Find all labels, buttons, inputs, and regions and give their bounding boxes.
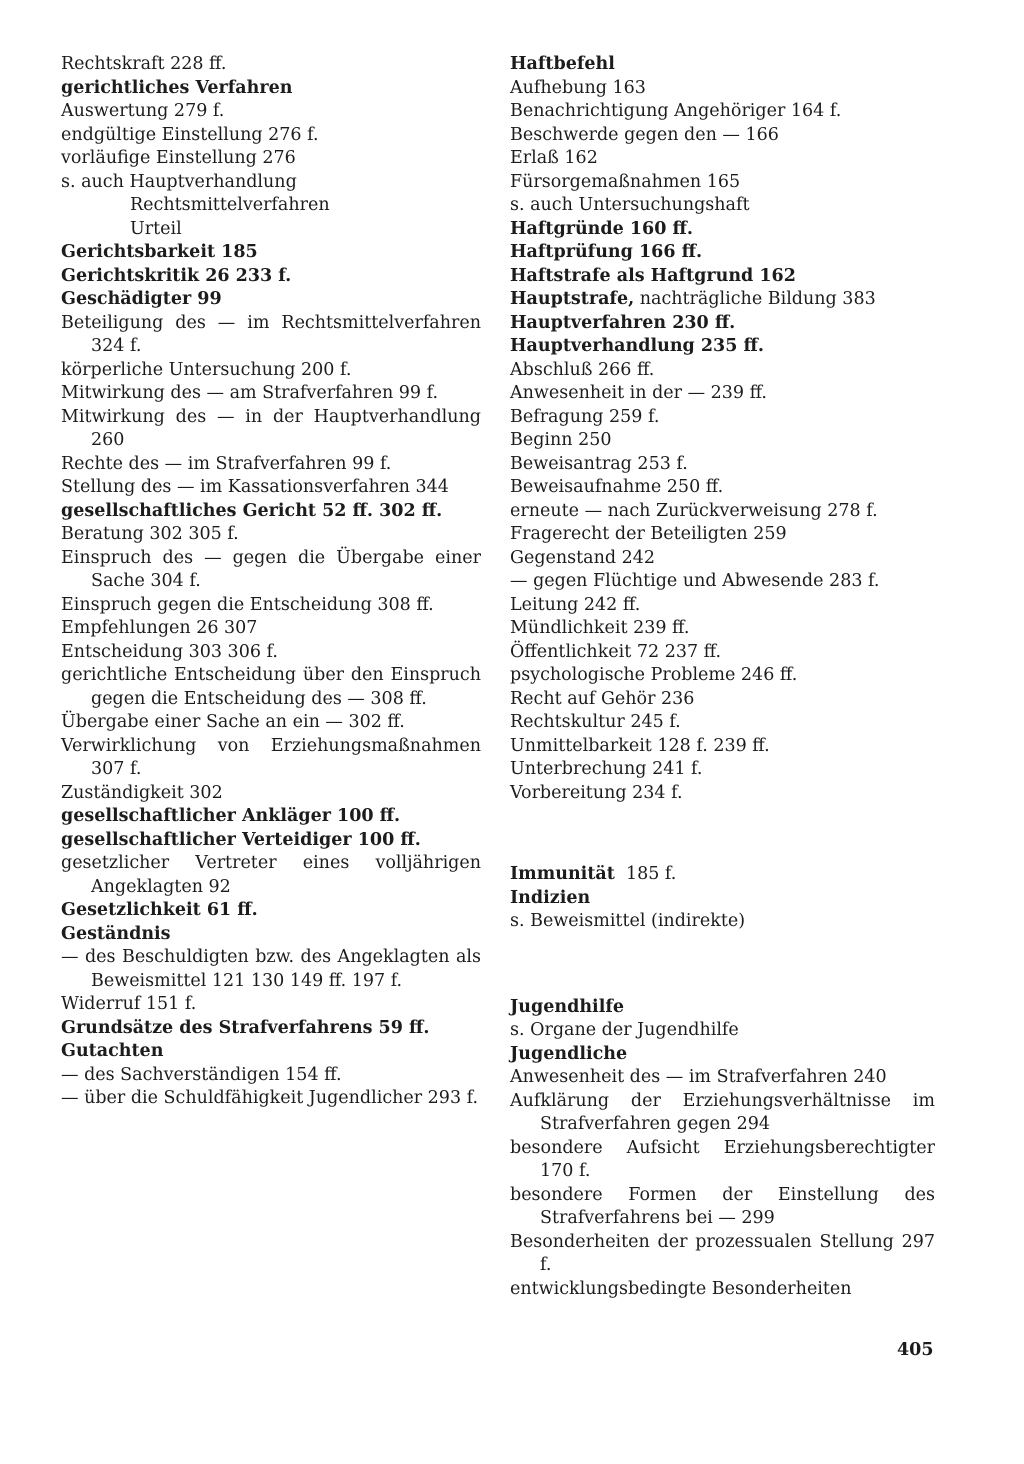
index-entry: Zuständigkeit 302 — [61, 782, 223, 803]
index-heading: Gerichtsbarkeit 185 — [61, 242, 258, 262]
index-entry: Verwirklichung von Erziehungsmaßnahmen 307 f. — [61, 735, 481, 779]
index-entry: Rechtsmittelverfahren — [130, 195, 330, 215]
index-entry: s. auch Untersuchungshaft — [510, 195, 750, 215]
section-gap — [510, 805, 935, 863]
index-entry: Beweisaufnahme 250 ff. — [510, 477, 724, 497]
index-entry: Auswertung 279 f. — [61, 101, 225, 121]
index-entry: Beginn 250 — [510, 430, 612, 450]
index-heading: Hauptstrafe, — [510, 289, 635, 309]
index-entry: Befragung 259 f. — [510, 406, 660, 427]
index-entry: nachträgliche Bildung 383 — [639, 289, 876, 309]
index-entry: Rechtskraft 228 ff. — [61, 54, 227, 74]
index-entry: Mündlichkeit 239 ff. — [510, 618, 690, 638]
index-entry: Rechte des — im Strafverfahren 99 f. — [61, 453, 392, 474]
index-entry: erneute — nach Zurückverweisung 278 f. — [510, 500, 878, 521]
index-entry: Anwesenheit in der — 239 ff. — [510, 383, 767, 403]
index-heading: Jugendliche — [510, 1043, 628, 1064]
index-entry: Fürsorgemaßnahmen 165 — [510, 171, 741, 192]
index-entry: Besonderheiten der prozessualen Stellung 297 f. — [510, 1231, 935, 1275]
index-heading: Haftstrafe als Haftgrund 162 — [510, 265, 796, 286]
index-entry: s. Organe der Jugendhilfe — [510, 1020, 739, 1040]
index-heading: gerichtliches Verfahren — [61, 77, 293, 98]
index-heading: Haftbefehl — [510, 54, 615, 74]
index-heading: gesellschaftliches Gericht 52 ff. 302 ff. — [61, 500, 443, 521]
index-heading: Haftprüfung 166 ff. — [510, 242, 703, 262]
index-entry: Fragerecht der Beteiligten 259 — [510, 524, 787, 544]
index-entry: Abschluß 266 ff. — [510, 359, 655, 380]
index-entry: 185 f. — [625, 864, 677, 884]
index-entry: Entscheidung 303 306 f. — [61, 641, 278, 662]
index-entry: s. auch Hauptverhandlung — [61, 171, 297, 192]
index-entry: Leitung 242 ff. — [510, 594, 641, 615]
page-number: 405 — [897, 1340, 934, 1360]
index-column-left — [61, 53, 481, 1111]
index-entry: gerichtliche Entscheidung über den Einspruch gegen die Entscheidung des — 308 ff. — [61, 665, 481, 709]
index-entry: Empfehlungen 26 307 — [61, 618, 258, 638]
index-entry: Aufklärung der Erziehungsverhältnisse im Strafverfahren gegen 294 — [510, 1090, 935, 1134]
index-heading: Geständnis — [61, 923, 171, 944]
index-entry-split — [510, 288, 935, 312]
index-heading: Gerichtskritik 26 233 f. — [61, 265, 292, 286]
index-heading: Gesetzlichkeit 61 ff. — [61, 900, 258, 920]
index-entry: psychologische Probleme 246 ff. — [510, 665, 798, 685]
index-entry: besondere Formen der Einstellung des Strafverfahrens bei — 299 — [510, 1184, 935, 1228]
index-entry: gesetzlicher Vertreter eines volljährigen Angeklagten 92 — [61, 853, 481, 897]
index-entry: Beteiligung des — im Rechtsmittelverfahren 324 f. — [61, 312, 481, 356]
index-entry: entwicklungsbedingte Besonderheiten — [510, 1278, 852, 1299]
index-entry: Einspruch des — gegen die Übergabe einer Sache 304 f. — [61, 547, 481, 591]
index-entry: Erlaß 162 — [510, 148, 598, 168]
index-heading: gesellschaftlicher Ankläger 100 ff. — [61, 806, 401, 826]
index-entry: s. Beweismittel (indirekte) — [510, 911, 746, 931]
index-entry: Rechtskultur 245 f. — [510, 712, 681, 732]
index-entry: Aufhebung 163 — [510, 77, 646, 98]
index-entry: Stellung des — im Kassationsverfahren 344 — [61, 477, 449, 497]
index-entry: Beschwerde gegen den — 166 — [510, 124, 779, 145]
index-entry: vorläufige Einstellung 276 — [61, 148, 296, 168]
index-entry: Benachrichtigung Angehöriger 164 f. — [510, 101, 842, 121]
index-entry: Einspruch gegen die Entscheidung 308 ff. — [61, 594, 434, 615]
index-entry: Widerruf 151 f. — [61, 994, 197, 1014]
index-entry: Unmittelbarkeit 128 f. 239 ff. — [510, 735, 770, 756]
index-column-right — [510, 53, 935, 1301]
index-entry: Öffentlichkeit 72 237 ff. — [510, 641, 722, 662]
index-entry: Vorbereitung 234 f. — [510, 782, 683, 803]
index-entry: Mitwirkung des — in der Hauptverhandlung 260 — [61, 406, 481, 450]
index-entry: Beratung 302 305 f. — [61, 524, 239, 544]
index-heading: Geschädigter 99 — [61, 289, 222, 309]
index-entry: Unterbrechung 241 f. — [510, 759, 703, 779]
index-entry: — des Beschuldigten bzw. des Angeklagten als Beweismittel 121 130 149 ff. 197 f. — [61, 947, 481, 991]
index-entry: — des Sachverständigen 154 ff. — [61, 1064, 342, 1085]
index-heading: Hauptverhandlung 235 ff. — [510, 336, 764, 356]
section-gap — [510, 934, 935, 996]
index-entry: Mitwirkung des — am Strafverfahren 99 f. — [61, 383, 439, 403]
index-entry: besondere Aufsicht Erziehungsberechtigter 170 f. — [510, 1137, 935, 1181]
index-entry-split — [510, 863, 935, 887]
index-entry: Urteil — [130, 218, 182, 239]
index-heading: Indizien — [510, 887, 591, 908]
index-heading: Gutachten — [61, 1041, 164, 1061]
index-heading: Haftgründe 160 ff. — [510, 218, 693, 239]
index-entry: — gegen Flüchtige und Abwesende 283 f. — [510, 571, 880, 591]
index-heading: Hauptverfahren 230 ff. — [510, 312, 736, 333]
index-heading: Immunität — [510, 864, 615, 884]
index-entry: körperliche Untersuchung 200 f. — [61, 359, 352, 380]
index-entry: Beweisantrag 253 f. — [510, 453, 688, 474]
index-entry: Anwesenheit des — im Strafverfahren 240 — [510, 1067, 887, 1087]
index-entry: — über die Schuldfähigkeit Jugendlicher 293 f. — [61, 1088, 479, 1108]
index-entry: Übergabe einer Sache an ein — 302 ff. — [61, 712, 405, 732]
index-entry: Recht auf Gehör 236 — [510, 688, 695, 709]
index-heading: Jugendhilfe — [510, 996, 625, 1017]
index-heading: Grundsätze des Strafverfahrens 59 ff. — [61, 1017, 430, 1038]
index-entry: Gegenstand 242 — [510, 547, 656, 568]
index-heading: gesellschaftlicher Verteidiger 100 ff. — [61, 829, 421, 850]
index-entry: endgültige Einstellung 276 f. — [61, 124, 319, 145]
